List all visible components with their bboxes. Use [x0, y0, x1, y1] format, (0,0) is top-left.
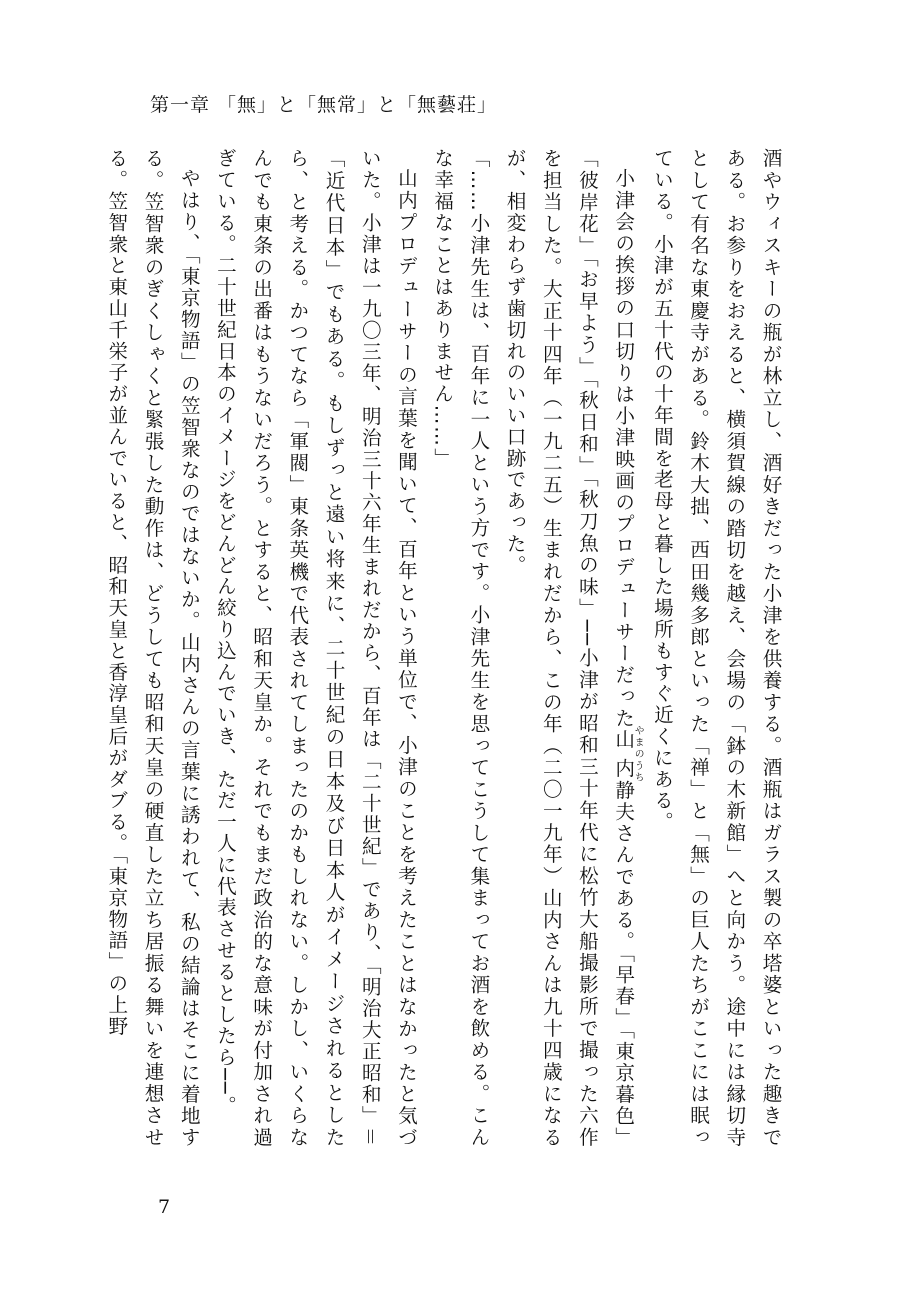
- paragraph-2: 小津会の挨拶の口切りは小津映画のプロデューサーだった山内やまのうち静夫さんである。「早春」「東京暮色」「彼岸花」「お早よう」「秋日和」「秋刀魚の味」──小津が昭和三十年代に松竹大船撮影所で撮った六作を担当した。大正十四年（一九二五）生まれだから、この年（二〇一九年）山内さんは九十四歳になるが、相変わらず歯切れのいい口跡であった。: [503, 148, 644, 1148]
- paragraph-1: 酒やウィスキーの瓶が林立し、酒好きだった小津を供養する。酒瓶はガラス製の卒塔婆といった趣きである。お参りをおえると、横須賀線の踏切を越え、会場の「鉢の木新館」へと向かう。途中には縁切寺として有名な東慶寺がある。鈴木大拙、西田幾多郎といった「禅」と「無」の巨人たちがここには眠っている。小津が五十代の十年間を老母と暮した場所もすぐ近くにある。: [650, 148, 782, 1148]
- body-text: [104, 148, 788, 1148]
- paragraph-3: 「……小津先生は、百年に一人という方です。小津先生を思ってこうして集まってお酒を飲める。こんな幸福なことはありません……」: [430, 148, 490, 1148]
- paragraph-4: 山内プロデューサーの言葉を聞いて、百年という単位で、小津のことを考えたことはなかったと気づいた。小津は一九〇三年、明治三十六年生まれだから、百年は「二十世紀」であり、「明治大正昭和」＝「近代日本」でもある。もしずっと遠い将来に、二十世紀の日本及び日本人がイメージされるとしたら、と考える。かつてなら「軍閥」東条英機で代表されてしまったのかもしれない。しかし、いくらなんでも東条の出番はもうないだろう。とすると、昭和天皇か。それでもまだ政治的な意味が付加され過ぎている。二十世紀日本のイメージをどんどん絞り込んでいき、ただ一人に代表させるとしたら──。: [213, 148, 418, 1148]
- running-head: 第一章 「無」と「無常」と「無藝荘」: [150, 94, 498, 116]
- furigana-reading: やまのうち: [632, 724, 644, 783]
- paragraph-5: やはり、「東京物語」の笠智衆なのではないか。山内さんの言葉に誘われて、私の結論はそこに着地する。笠智衆のぎくしゃくと緊張した動作は、どうしても昭和天皇の硬直した立ち居振る舞いを連想させる。笠智衆と東山千栄子が並んでいると、昭和天皇と香淳皇后がダブる。「東京物語」の上野: [104, 148, 201, 1148]
- furigana-yamanouchi: 山内やまのうち: [611, 724, 644, 783]
- page-number: 7: [158, 1196, 171, 1218]
